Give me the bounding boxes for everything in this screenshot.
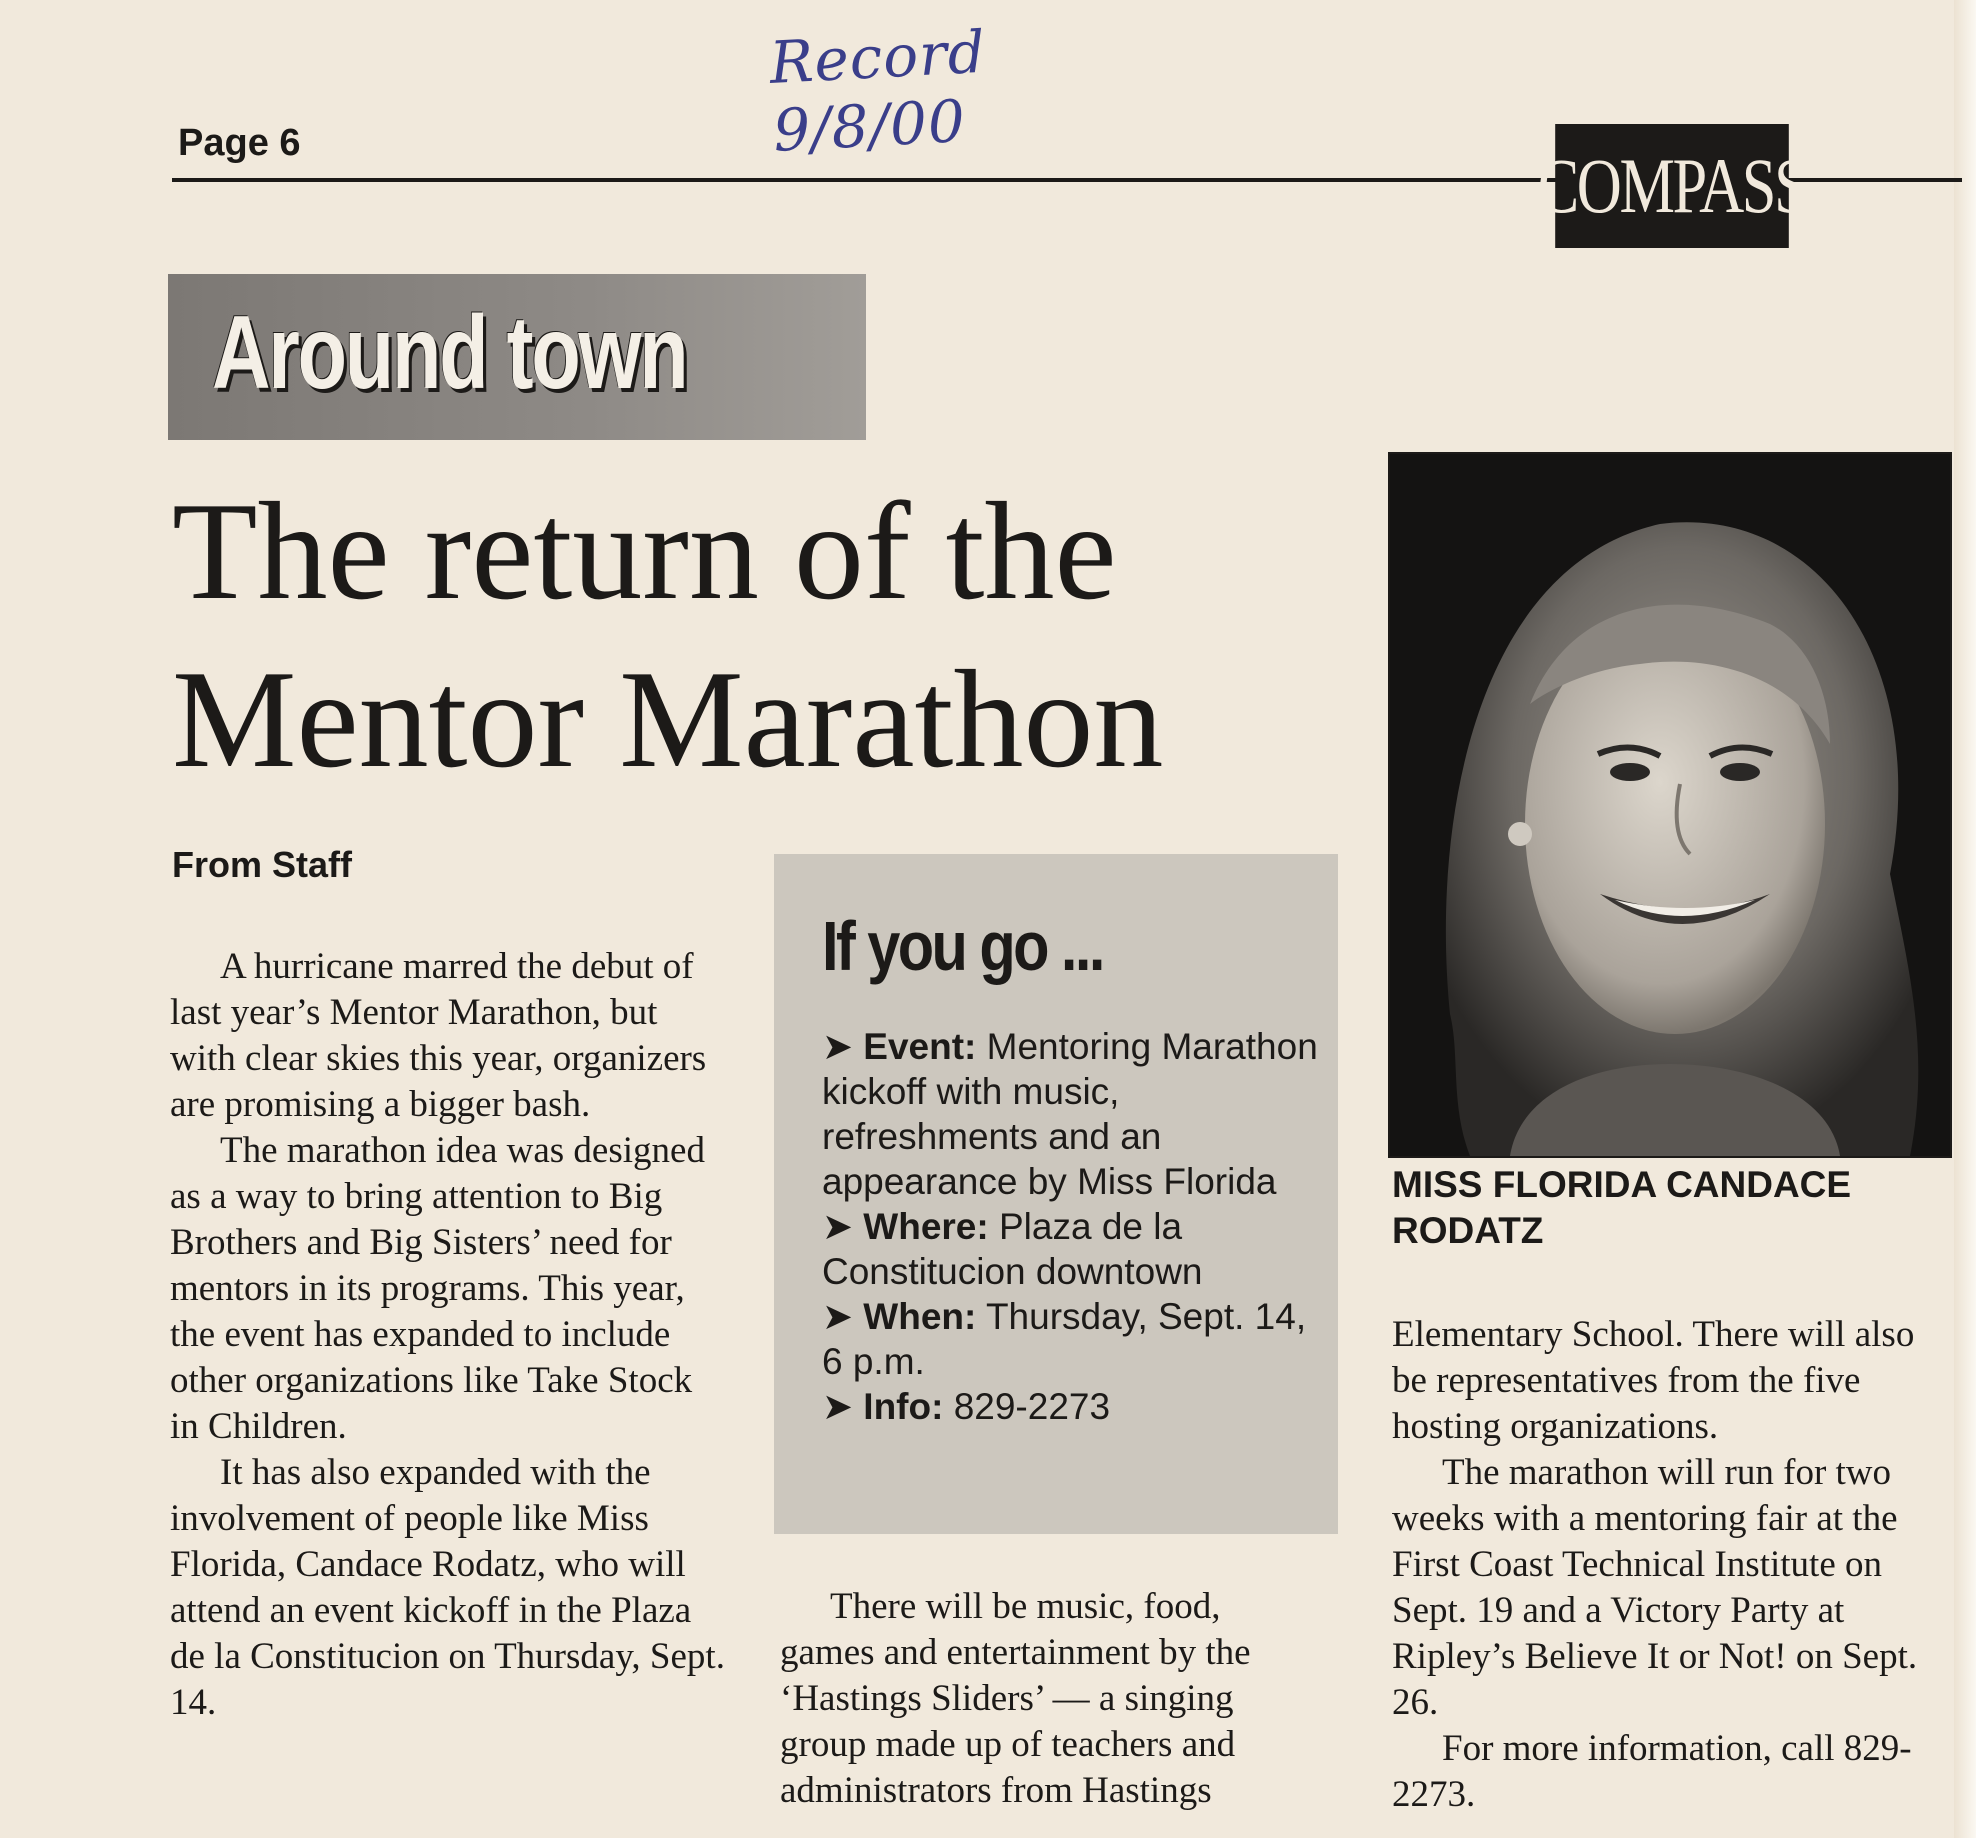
event-item bbox=[822, 1024, 1322, 1204]
photo-caption: MISS FLORIDA CANDACE RODATZ bbox=[1392, 1164, 1852, 1251]
paragraph: The marathon idea was designed as a way to bring attention to Big Brothers and Big Sisters’ need for mentors in its programs. This year, the event has expanded to include other organizations like Take Stock in Children. bbox=[170, 1130, 705, 1447]
page-number: Page 6 bbox=[178, 122, 301, 164]
where-item bbox=[822, 1204, 1322, 1294]
arrow-bullet-icon: ➤ bbox=[822, 1386, 864, 1427]
portrait-image bbox=[1390, 454, 1950, 1156]
section-banner bbox=[168, 274, 866, 440]
where-label: Where: bbox=[863, 1206, 989, 1247]
publication-logo: COMPASS bbox=[1555, 124, 1789, 248]
arrow-bullet-icon: ➤ bbox=[822, 1296, 864, 1337]
when-value: Thursday, Sept. 14, 6 p.m. bbox=[822, 1296, 1307, 1382]
info-item bbox=[822, 1384, 1322, 1429]
if-you-go-box bbox=[774, 854, 1338, 1534]
paragraph: A hurricane marred the debut of last year’s Mentor Marathon, but with clear skies this year, organizers are promising a bigger bash. bbox=[170, 946, 707, 1125]
when-label: When: bbox=[863, 1296, 977, 1337]
paragraph: The marathon will run for two weeks with a mentoring fair at the First Coast Technical Institute on Sept. 19 and a Victory Party at Ripley’s Believe It or Not! on Sept. 26. bbox=[1392, 1452, 1918, 1723]
byline: From Staff bbox=[172, 844, 352, 885]
arrow-bullet-icon: ➤ bbox=[822, 1206, 864, 1247]
info-box-items bbox=[822, 1024, 1322, 1429]
paragraph: For more information, call 829-2273. bbox=[1392, 1728, 1912, 1815]
info-label: Info: bbox=[863, 1386, 944, 1427]
portrait-photo bbox=[1388, 452, 1952, 1158]
paper-edge bbox=[1954, 0, 1976, 1838]
event-label: Event: bbox=[863, 1026, 977, 1067]
section-title: Around town bbox=[212, 295, 687, 411]
when-item bbox=[822, 1294, 1322, 1384]
headline bbox=[172, 468, 1272, 804]
info-box-title: If you go ... bbox=[822, 907, 1103, 985]
event-value: Mentoring Marathon kickoff with music, refreshments and an appearance by Miss Florida bbox=[822, 1026, 1318, 1202]
paragraph: It has also expanded with the involvement of people like Miss Florida, Candace Rodatz, who will attend an event kickoff in the Plaza de la Constitucion on Thursday, Sept. 14. bbox=[170, 1452, 725, 1723]
paragraph: Elementary School. There will also be representatives from the five hosting organizations. bbox=[1392, 1314, 1915, 1447]
arrow-bullet-icon: ➤ bbox=[822, 1026, 864, 1067]
article-column-1 bbox=[170, 944, 730, 1726]
article-column-2 bbox=[780, 1584, 1320, 1814]
headline-line-2: Mentor Marathon bbox=[172, 642, 1164, 797]
headline-line-1: The return of the bbox=[172, 474, 1117, 629]
article-column-3 bbox=[1392, 1312, 1952, 1818]
paragraph: There will be music, food, games and entertainment by the ‘Hastings Sliders’ — a singing group made up of teachers and administrators from Hastings bbox=[780, 1586, 1251, 1811]
where-value: Plaza de la Constitucion downtown bbox=[822, 1206, 1203, 1292]
handwritten-note: Record 9/8/00 bbox=[767, 17, 988, 165]
info-value: 829-2273 bbox=[953, 1386, 1111, 1427]
